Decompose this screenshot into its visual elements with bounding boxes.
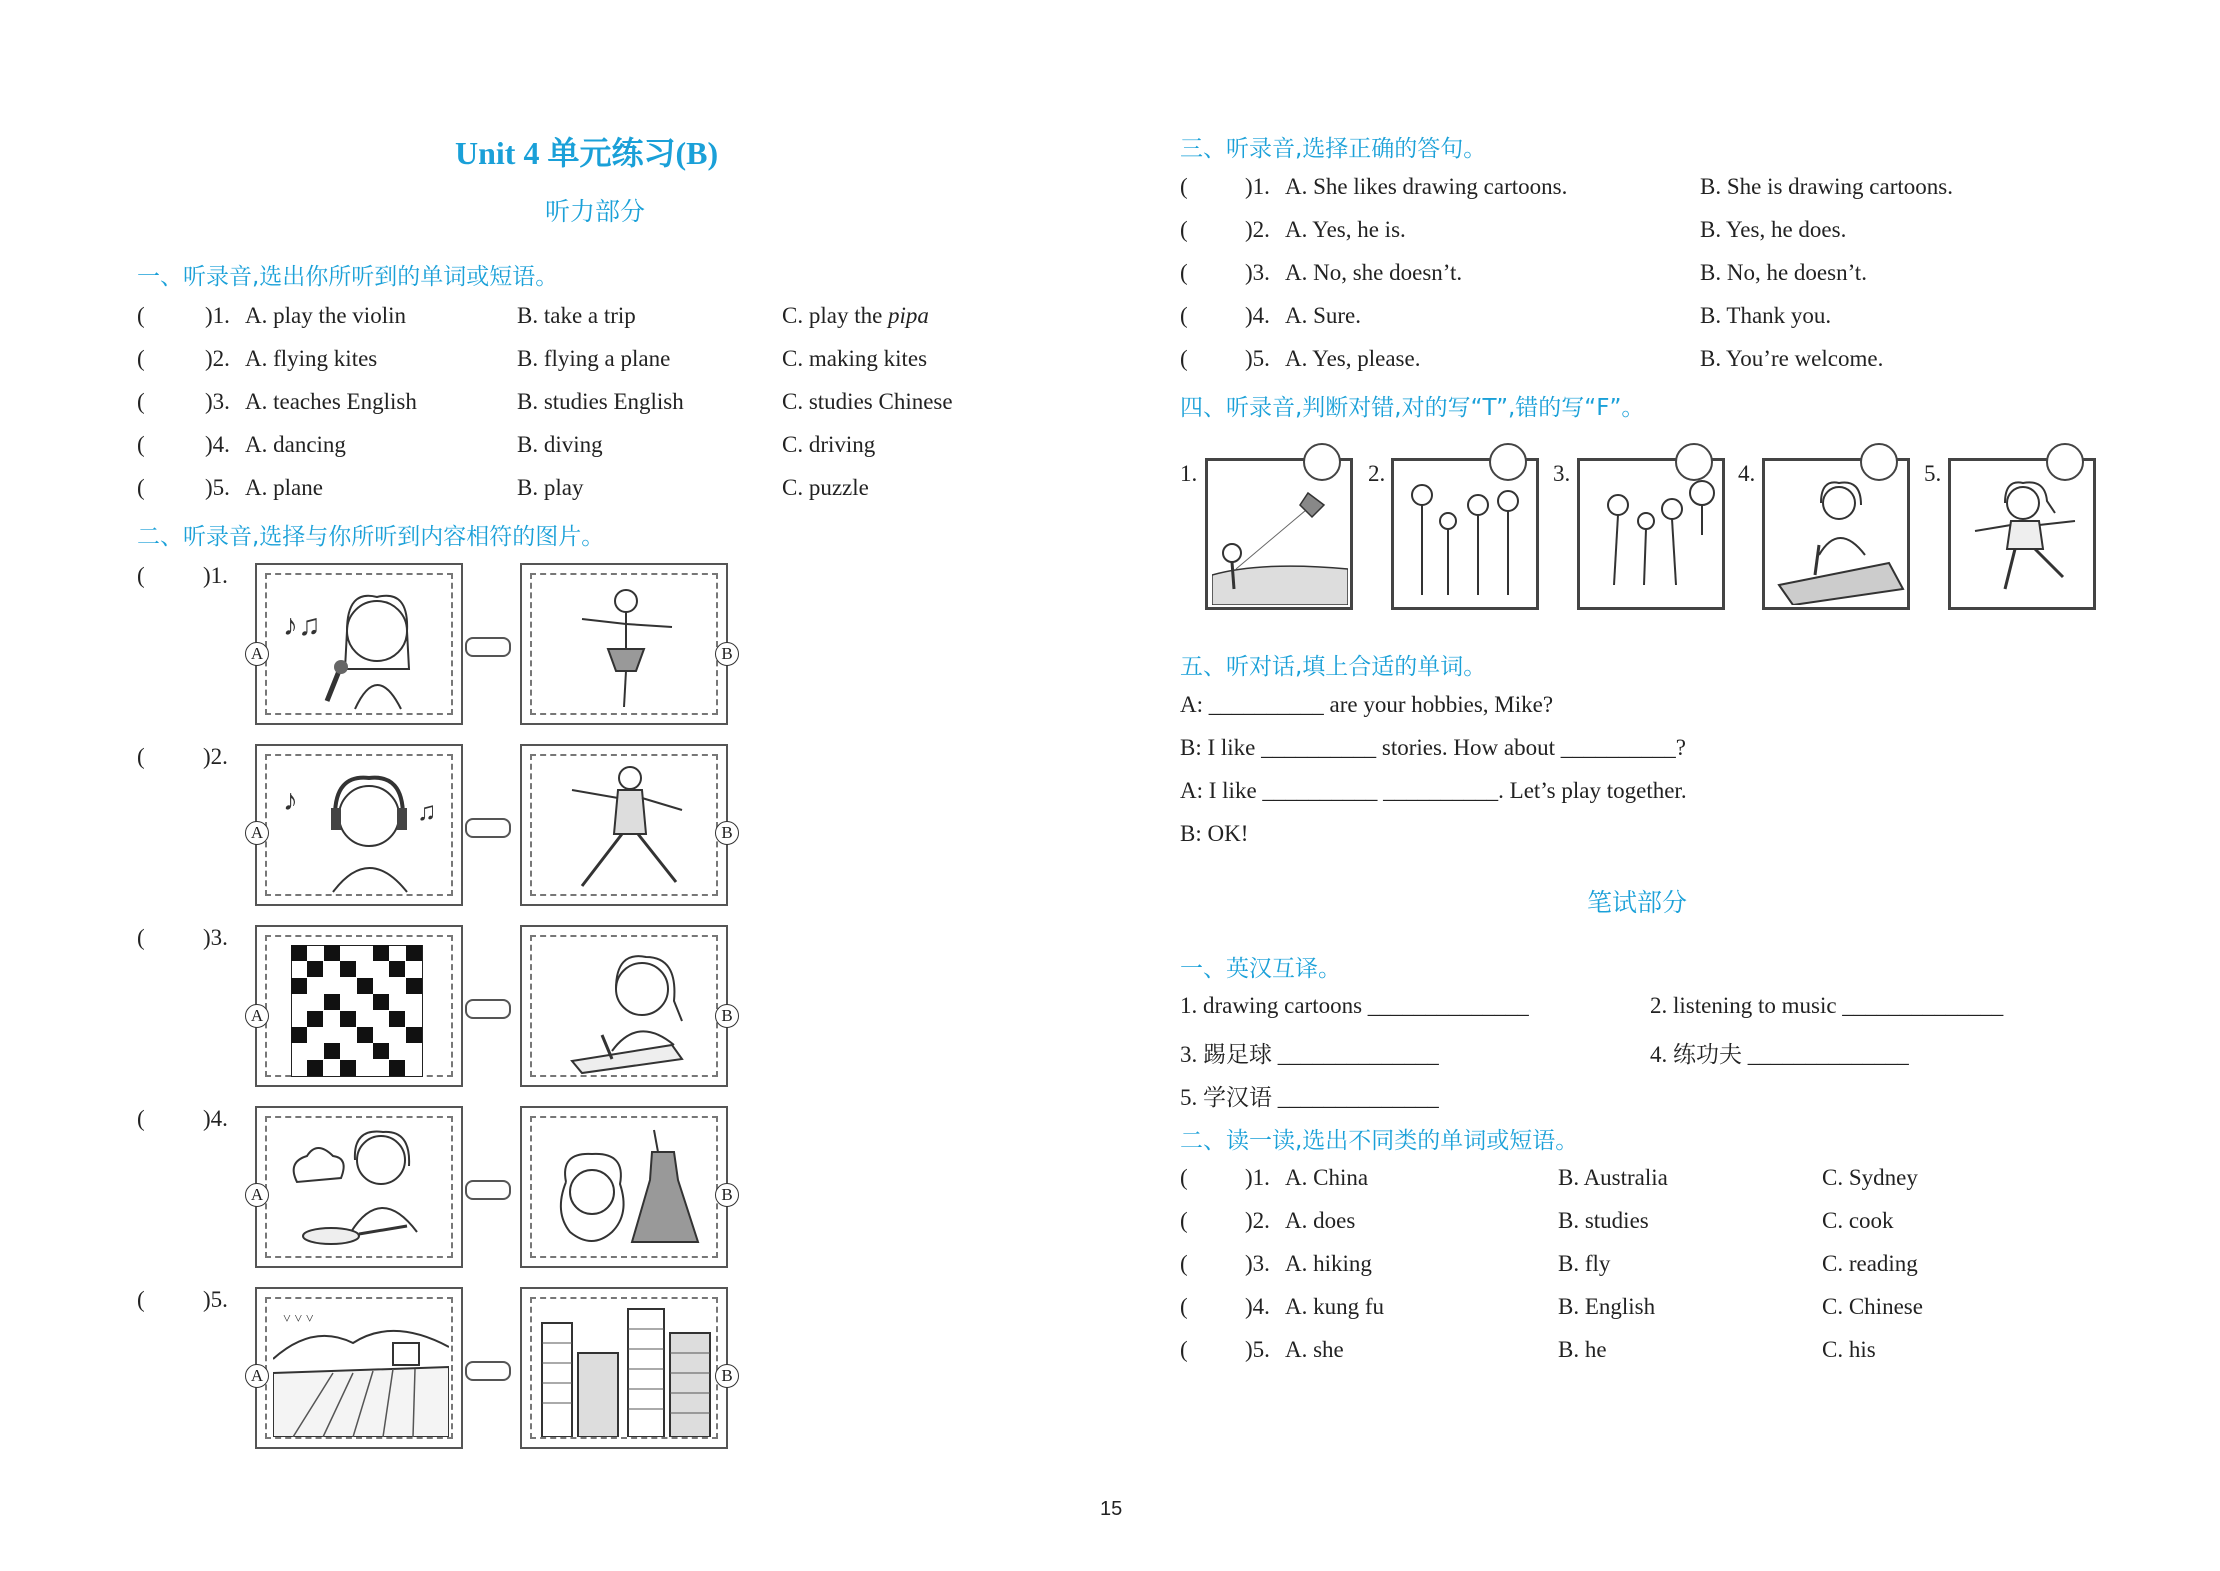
listening-heading: 听力部分 bbox=[545, 197, 646, 226]
dress-up-girl-icon bbox=[542, 1122, 710, 1256]
option-a[interactable]: A. She likes drawing cartoons. bbox=[1285, 174, 1568, 199]
option-c[interactable]: C. driving bbox=[782, 432, 876, 457]
dialog-line[interactable]: B: I like __________ stories. How about __________? bbox=[1180, 735, 1686, 760]
option-b[interactable]: B. Thank you. bbox=[1700, 303, 1832, 328]
question-number: )3. bbox=[203, 925, 228, 950]
question-number: )3. bbox=[1245, 1251, 1270, 1276]
letter-b: B bbox=[715, 1004, 739, 1028]
girl-painting-icon bbox=[1769, 465, 1905, 605]
boy-flying-kite-icon bbox=[1212, 465, 1348, 605]
svg-text:♪: ♪ bbox=[283, 784, 298, 817]
picture-a[interactable] bbox=[255, 744, 463, 906]
question-number: )5. bbox=[1245, 1337, 1270, 1362]
option-a[interactable]: A. play the violin bbox=[245, 303, 406, 328]
svg-text:˅ ˅ ˅: ˅ ˅ ˅ bbox=[283, 1312, 314, 1327]
question-number: )1. bbox=[203, 563, 228, 588]
answer-circle[interactable] bbox=[2046, 443, 2084, 481]
translate-item[interactable]: 5. 学汉语 ______________ bbox=[1180, 1085, 1439, 1110]
option-b[interactable]: B. play bbox=[517, 475, 584, 500]
answer-paren[interactable]: ( bbox=[1180, 260, 1188, 285]
option-a[interactable]: A. Sure. bbox=[1285, 303, 1362, 328]
answer-paren[interactable]: ( bbox=[137, 1287, 145, 1312]
option-b[interactable]: B. diving bbox=[517, 432, 603, 457]
letter-a: A bbox=[245, 821, 269, 845]
option-a[interactable]: A. dancing bbox=[245, 432, 346, 457]
option-b[interactable]: B. studies English bbox=[517, 389, 684, 414]
option-a[interactable]: A. China bbox=[1285, 1165, 1369, 1190]
translate-item[interactable]: 3. 踢足球 ______________ bbox=[1180, 1042, 1439, 1067]
question-number: )1. bbox=[1245, 174, 1270, 199]
answer-paren[interactable]: ( bbox=[137, 563, 145, 588]
family-group-icon bbox=[1398, 465, 1534, 605]
option-a[interactable]: A. Yes, he is. bbox=[1285, 217, 1406, 242]
letter-b: B bbox=[715, 1183, 739, 1207]
answer-paren[interactable]: ( bbox=[1180, 1337, 1188, 1362]
question-number: )2. bbox=[1245, 1208, 1270, 1233]
translate-item[interactable]: 2. listening to music ______________ bbox=[1650, 993, 2004, 1018]
option-a[interactable]: A. Yes, please. bbox=[1285, 346, 1421, 371]
answer-paren[interactable]: ( bbox=[137, 475, 145, 500]
option-b[interactable]: B. No, he doesn’t. bbox=[1700, 260, 1867, 285]
answer-paren[interactable]: ( bbox=[1180, 1165, 1188, 1190]
writing-1-heading: 一、英汉互译。 bbox=[1180, 956, 1341, 982]
question-number: 4. bbox=[1738, 461, 1756, 486]
picture-a[interactable] bbox=[255, 925, 463, 1087]
option-c[interactable]: C. his bbox=[1822, 1337, 1876, 1362]
girl-singing-icon bbox=[277, 579, 445, 713]
tf-picture bbox=[1762, 458, 1910, 610]
question-number: 5. bbox=[1924, 461, 1942, 486]
answer-paren[interactable]: ( bbox=[137, 432, 145, 457]
answer-circle[interactable] bbox=[1489, 443, 1527, 481]
letter-b: B bbox=[715, 821, 739, 845]
svg-text:♪♫: ♪♫ bbox=[283, 609, 321, 642]
dialog-line[interactable]: A: I like __________ __________. Let’s play together. bbox=[1180, 778, 1687, 803]
question-number: )1. bbox=[1245, 1165, 1270, 1190]
option-c[interactable]: C. studies Chinese bbox=[782, 389, 953, 414]
question-number: )4. bbox=[1245, 1294, 1270, 1319]
option-b[interactable]: B. English bbox=[1558, 1294, 1656, 1319]
question-number: )2. bbox=[205, 346, 230, 371]
picture-a[interactable] bbox=[255, 1106, 463, 1268]
option-b[interactable]: B. She is drawing cartoons. bbox=[1700, 174, 1953, 199]
link-clip bbox=[465, 1361, 511, 1381]
translate-item[interactable]: 4. 练功夫 ______________ bbox=[1650, 1042, 1909, 1067]
option-b[interactable]: B. take a trip bbox=[517, 303, 636, 328]
letter-b: B bbox=[715, 1364, 739, 1388]
tf-picture bbox=[1205, 458, 1353, 610]
letter-a: A bbox=[245, 1183, 269, 1207]
dialog-line[interactable]: A: __________ are your hobbies, Mike? bbox=[1180, 692, 1554, 717]
writing-2-heading: 二、读一读,选出不同类的单词或短语。 bbox=[1180, 1128, 1579, 1154]
picture-a[interactable] bbox=[255, 563, 463, 725]
answer-paren[interactable]: ( bbox=[137, 1106, 145, 1131]
page-number: 15 bbox=[1100, 1498, 1123, 1520]
picture-b[interactable] bbox=[520, 1106, 728, 1268]
page-title: Unit 4 单元练习(B) bbox=[455, 135, 719, 171]
svg-text:♫: ♫ bbox=[417, 797, 437, 826]
option-c[interactable]: C. reading bbox=[1822, 1251, 1918, 1276]
answer-paren[interactable]: ( bbox=[1180, 1294, 1188, 1319]
question-number: )4. bbox=[203, 1106, 228, 1131]
picture-b[interactable] bbox=[520, 925, 728, 1087]
link-clip bbox=[465, 1180, 511, 1200]
question-number: )5. bbox=[205, 475, 230, 500]
option-b[interactable]: B. flying a plane bbox=[517, 346, 671, 371]
answer-paren[interactable]: ( bbox=[1180, 346, 1188, 371]
writing-heading: 笔试部分 bbox=[1587, 888, 1688, 917]
picture-a[interactable] bbox=[255, 1287, 463, 1449]
countryside-icon bbox=[273, 1303, 449, 1437]
answer-paren[interactable]: ( bbox=[1180, 217, 1188, 242]
option-a[interactable]: A. does bbox=[1285, 1208, 1356, 1233]
option-c[interactable]: C. making kites bbox=[782, 346, 928, 371]
option-a[interactable]: A. hiking bbox=[1285, 1251, 1372, 1276]
option-a[interactable]: A. she bbox=[1285, 1337, 1344, 1362]
link-clip bbox=[465, 999, 511, 1019]
answer-circle[interactable] bbox=[1675, 443, 1713, 481]
option-b[interactable]: B. Australia bbox=[1558, 1165, 1668, 1190]
letter-b: B bbox=[715, 642, 739, 666]
answer-circle[interactable] bbox=[1860, 443, 1898, 481]
option-a[interactable]: A. kung fu bbox=[1285, 1294, 1385, 1319]
question-number: 2. bbox=[1368, 461, 1386, 486]
option-a[interactable]: A. flying kites bbox=[245, 346, 378, 371]
option-c[interactable]: C. Chinese bbox=[1822, 1294, 1923, 1319]
question-number: )5. bbox=[1245, 346, 1270, 371]
boy-headphones-icon bbox=[277, 760, 445, 894]
option-a[interactable]: A. plane bbox=[245, 475, 323, 500]
picture-b[interactable] bbox=[520, 1287, 728, 1449]
dialog-line: B: OK! bbox=[1180, 821, 1249, 846]
woman-cooking-icon bbox=[277, 1122, 445, 1256]
section-2-heading: 二、听录音,选择与你所听到内容相符的图片。 bbox=[137, 524, 605, 550]
question-number: )3. bbox=[1245, 260, 1270, 285]
letter-a: A bbox=[245, 1004, 269, 1028]
option-b[interactable]: B. fly bbox=[1558, 1251, 1611, 1276]
option-b[interactable]: B. You’re welcome. bbox=[1700, 346, 1884, 371]
answer-paren[interactable]: ( bbox=[1180, 1208, 1188, 1233]
question-number: )1. bbox=[205, 303, 230, 328]
section-5-heading: 五、听对话,填上合适的单词。 bbox=[1180, 654, 1487, 680]
answer-circle[interactable] bbox=[1303, 443, 1341, 481]
answer-paren[interactable]: ( bbox=[137, 303, 145, 328]
answer-paren[interactable]: ( bbox=[1180, 1251, 1188, 1276]
answer-paren[interactable]: ( bbox=[137, 744, 145, 769]
option-c[interactable]: C. puzzle bbox=[782, 475, 869, 500]
kung-fu-man-icon bbox=[542, 760, 710, 894]
letter-a: A bbox=[245, 1364, 269, 1388]
question-number: )4. bbox=[1245, 303, 1270, 328]
picture-b[interactable] bbox=[520, 563, 728, 725]
option-b[interactable]: B. studies bbox=[1558, 1208, 1649, 1233]
question-number: )5. bbox=[203, 1287, 228, 1312]
answer-paren[interactable]: ( bbox=[137, 389, 145, 414]
crossword-icon bbox=[291, 945, 423, 1077]
answer-paren[interactable]: ( bbox=[137, 925, 145, 950]
answer-paren[interactable]: ( bbox=[1180, 303, 1188, 328]
question-number: 1. bbox=[1180, 461, 1198, 486]
letter-a: A bbox=[245, 642, 269, 666]
answer-paren[interactable]: ( bbox=[1180, 174, 1188, 199]
option-c[interactable]: C. Sydney bbox=[1822, 1165, 1918, 1190]
answer-paren[interactable]: ( bbox=[137, 346, 145, 371]
girl-skating-icon bbox=[1955, 465, 2091, 605]
option-a[interactable]: A. No, she doesn’t. bbox=[1285, 260, 1463, 285]
option-c[interactable]: C. play the pipa bbox=[782, 303, 929, 328]
option-c[interactable]: C. cook bbox=[1822, 1208, 1894, 1233]
link-clip bbox=[465, 818, 511, 838]
question-number: 3. bbox=[1553, 461, 1571, 486]
tf-picture bbox=[1577, 458, 1725, 610]
picture-b[interactable] bbox=[520, 744, 728, 906]
section-3-heading: 三、听录音,选择正确的答句。 bbox=[1180, 136, 1487, 162]
translate-item[interactable]: 1. drawing cartoons ______________ bbox=[1180, 993, 1529, 1018]
family-walking-icon bbox=[1584, 465, 1720, 605]
question-number: )2. bbox=[1245, 217, 1270, 242]
question-number: )4. bbox=[205, 432, 230, 457]
link-clip bbox=[465, 637, 511, 657]
section-4-heading: 四、听录音,判断对错,对的写“T”,错的写“F”。 bbox=[1180, 395, 1645, 421]
option-b[interactable]: B. he bbox=[1558, 1337, 1607, 1362]
tf-picture bbox=[1391, 458, 1539, 610]
option-a[interactable]: A. teaches English bbox=[245, 389, 417, 414]
section-1-heading: 一、听录音,选出你所听到的单词或短语。 bbox=[137, 264, 559, 290]
option-b[interactable]: B. Yes, he does. bbox=[1700, 217, 1847, 242]
city-buildings-icon bbox=[538, 1303, 714, 1437]
question-number: )2. bbox=[203, 744, 228, 769]
girl-writing-icon bbox=[542, 941, 710, 1075]
ballet-dancer-icon bbox=[542, 579, 710, 713]
question-number: )3. bbox=[205, 389, 230, 414]
tf-picture bbox=[1948, 458, 2096, 610]
